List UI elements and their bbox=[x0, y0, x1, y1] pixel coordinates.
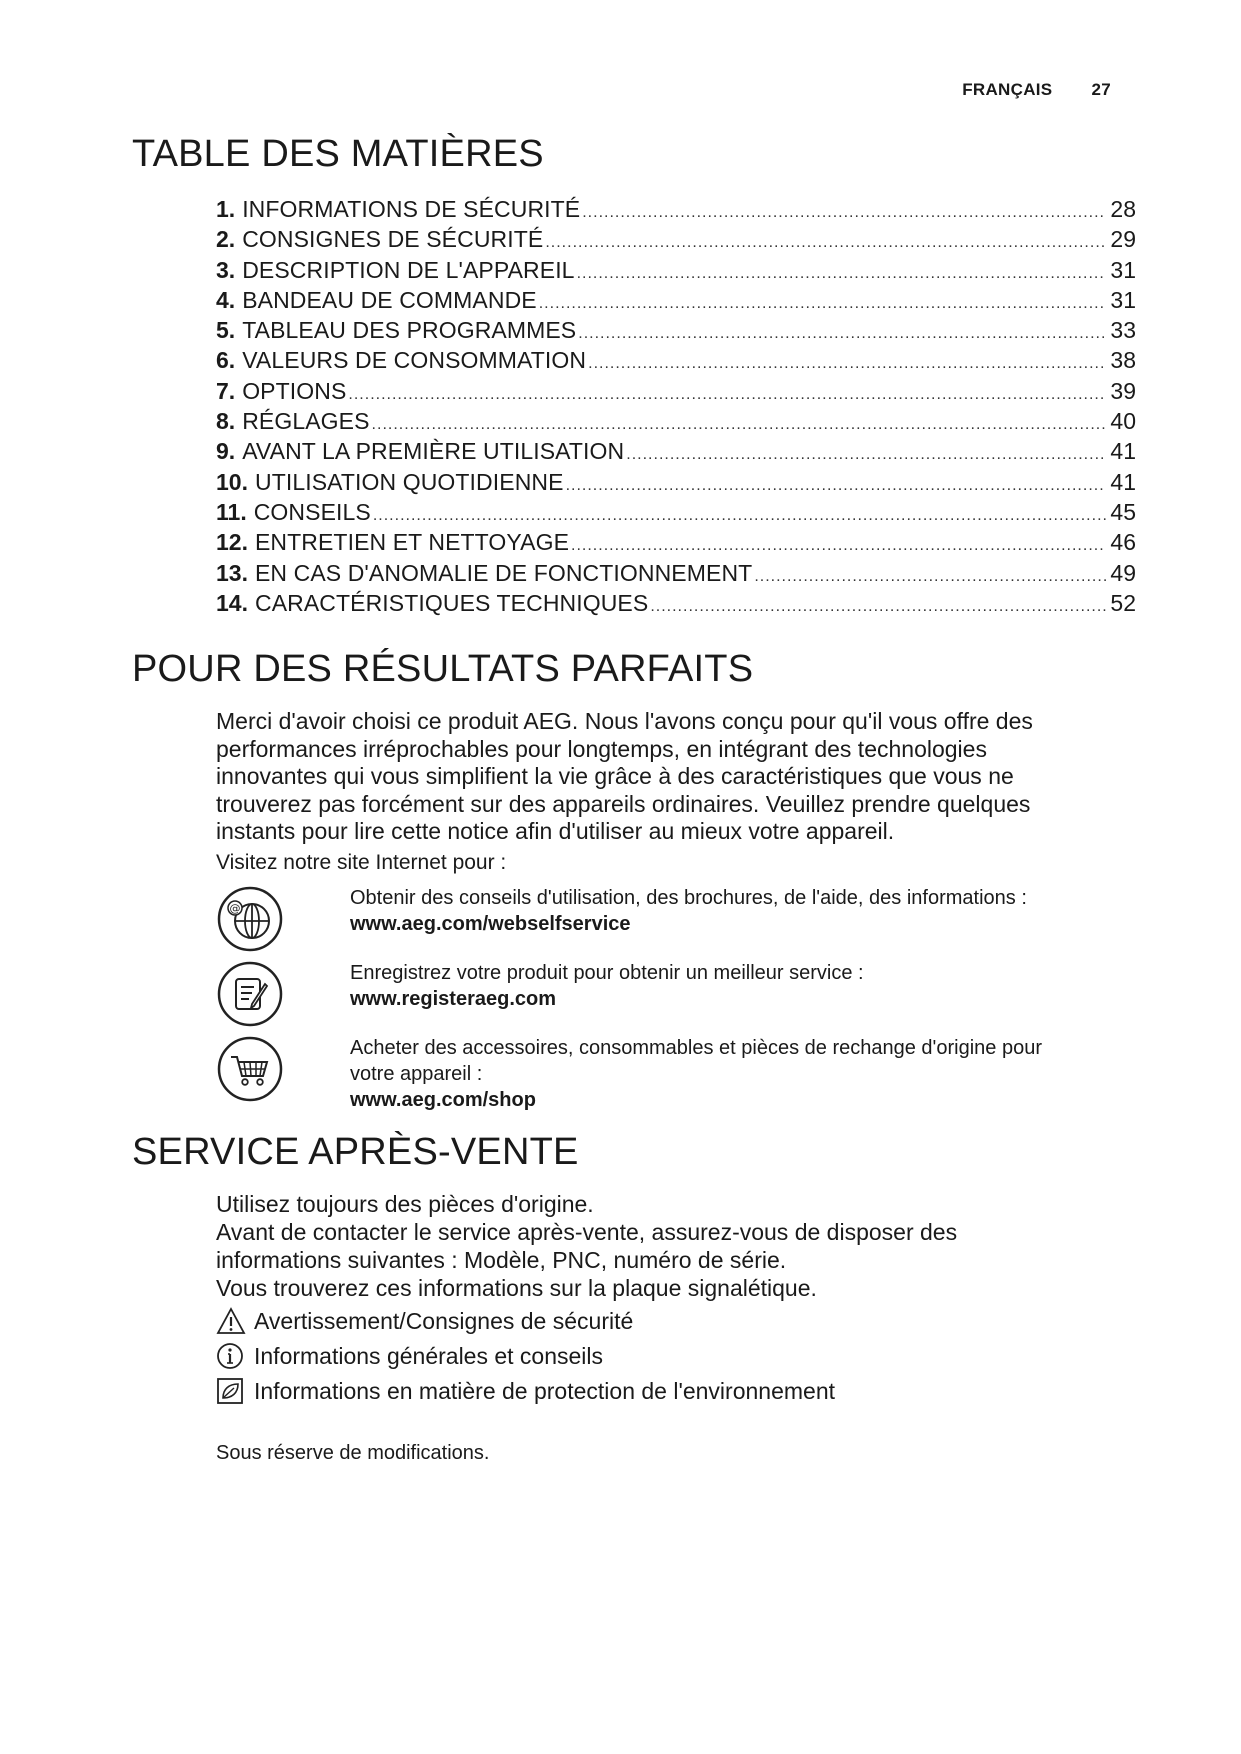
results-heading: POUR DES RÉSULTATS PARFAITS bbox=[132, 648, 754, 690]
toc-item-number: 3. bbox=[216, 256, 236, 283]
toc-item[interactable] bbox=[216, 347, 1136, 377]
page-number: 27 bbox=[1091, 80, 1111, 99]
service-heading: SERVICE APRÈS-VENTE bbox=[132, 1131, 579, 1173]
intro-paragraph bbox=[216, 708, 1136, 846]
legend-item-environment bbox=[216, 1374, 1136, 1408]
toc-item[interactable] bbox=[216, 317, 1136, 347]
toc-item-number: 4. bbox=[216, 286, 236, 313]
service-description: Acheter des accessoires, consommables et pièces de rechange d'origine pour bbox=[350, 1037, 1042, 1059]
toc-item[interactable] bbox=[216, 499, 1136, 529]
service-line: Vous trouverez ces informations sur la plaque signalétique. bbox=[216, 1275, 817, 1301]
toc-leader-dots bbox=[754, 568, 1106, 586]
toc-item[interactable] bbox=[216, 287, 1136, 317]
visit-text: Visitez notre site Internet pour : bbox=[216, 851, 507, 874]
legend-label: Informations générales et conseils bbox=[254, 1342, 604, 1369]
toc-leader-dots bbox=[372, 416, 1106, 434]
toc-item-title: EN CAS D'ANOMALIE DE FONCTIONNEMENT bbox=[254, 559, 753, 586]
intro-line: Merci d'avoir choisi ce produit AEG. Nous l'avons conçu pour qu'il vous offre des bbox=[216, 708, 1033, 734]
service-description: Enregistrez votre produit pour obtenir un meilleur service : bbox=[350, 962, 864, 984]
toc-leader-dots bbox=[348, 386, 1106, 404]
toc-item-number: 11. bbox=[216, 498, 247, 525]
toc-item-page: 39 bbox=[1110, 377, 1136, 404]
toc-leader-dots bbox=[571, 537, 1106, 555]
toc-item-page: 49 bbox=[1110, 559, 1136, 586]
legend-item-warning bbox=[216, 1304, 1136, 1338]
toc-item-page: 41 bbox=[1110, 438, 1136, 465]
toc-item-title: BANDEAU DE COMMANDE bbox=[242, 286, 537, 313]
toc-item-page: 28 bbox=[1110, 196, 1136, 222]
service-line: Avant de contacter le service après-vente, assurez-vous de disposer des bbox=[216, 1219, 958, 1245]
toc-item-title: UTILISATION QUOTIDIENNE bbox=[254, 468, 564, 495]
toc-item[interactable] bbox=[216, 529, 1136, 559]
footnote: Sous réserve de modifications. bbox=[216, 1442, 490, 1464]
toc-item-title: OPTIONS bbox=[242, 377, 347, 404]
toc-item-title: DESCRIPTION DE L'APPAREIL bbox=[242, 256, 575, 283]
toc-item-number: 7. bbox=[216, 377, 236, 404]
toc-item-number: 10. bbox=[216, 468, 248, 495]
service-paragraph bbox=[216, 1190, 1136, 1302]
toc-item-number: 8. bbox=[216, 408, 236, 435]
toc-leader-dots bbox=[650, 598, 1106, 616]
toc-item-title: TABLEAU DES PROGRAMMES bbox=[242, 317, 577, 344]
legend-item-info bbox=[216, 1339, 1136, 1373]
toc-item-number: 13. bbox=[216, 559, 248, 586]
toc-leader-dots bbox=[539, 295, 1106, 313]
service-line: Utilisez toujours des pièces d'origine. bbox=[216, 1191, 594, 1217]
toc-item-number: 14. bbox=[216, 589, 248, 616]
warning-icon bbox=[216, 1307, 246, 1335]
toc-item-number: 1. bbox=[216, 196, 236, 222]
toc-item[interactable] bbox=[216, 196, 1136, 226]
toc-leader-dots bbox=[577, 265, 1106, 283]
toc-heading: TABLE DES MATIÈRES bbox=[132, 133, 544, 175]
toc-item[interactable] bbox=[216, 226, 1136, 256]
toc-leader-dots bbox=[626, 446, 1106, 464]
toc-item-title: RÉGLAGES bbox=[242, 408, 370, 435]
toc-item-page: 31 bbox=[1110, 256, 1136, 283]
intro-line: instants pour lire cette notice afin d'utiliser au mieux votre appareil. bbox=[216, 818, 895, 844]
intro-line: trouverez pas forcément sur des appareils ordinaires. Veuillez prendre quelques bbox=[216, 790, 1031, 817]
toc-item-page: 41 bbox=[1110, 468, 1136, 495]
toc-item-page: 31 bbox=[1110, 286, 1136, 313]
toc-item-title: CONSEILS bbox=[253, 498, 371, 525]
toc-item-page: 38 bbox=[1110, 347, 1136, 374]
table-of-contents bbox=[216, 196, 1136, 620]
toc-item-page: 45 bbox=[1110, 498, 1136, 525]
toc-item-page: 46 bbox=[1110, 529, 1136, 556]
page-header bbox=[962, 80, 1111, 100]
toc-item-title: CARACTÉRISTIQUES TECHNIQUES bbox=[254, 589, 649, 616]
register-link[interactable]: www.registeraeg.com bbox=[350, 988, 556, 1010]
legend-label: Avertissement/Consignes de sécurité bbox=[254, 1307, 634, 1334]
environment-icon bbox=[216, 1377, 246, 1405]
toc-item[interactable] bbox=[216, 560, 1136, 590]
info-icon bbox=[216, 1342, 246, 1370]
toc-item[interactable] bbox=[216, 408, 1136, 438]
cart-icon bbox=[216, 1035, 284, 1103]
toc-item-number: 12. bbox=[216, 529, 248, 556]
toc-leader-dots bbox=[582, 204, 1106, 222]
toc-item-page: 40 bbox=[1110, 408, 1136, 435]
globe-icon bbox=[216, 885, 284, 953]
intro-line: innovantes qui vous simplifient la vie grâce à des caractéristiques que vous ne bbox=[216, 763, 1014, 789]
toc-item[interactable] bbox=[216, 469, 1136, 499]
toc-item-title: CONSIGNES DE SÉCURITÉ bbox=[242, 226, 544, 253]
service-description: Obtenir des conseils d'utilisation, des brochures, de l'aide, des informations : bbox=[350, 887, 1027, 909]
toc-item-number: 5. bbox=[216, 317, 236, 344]
toc-item[interactable] bbox=[216, 590, 1136, 620]
toc-item-title: VALEURS DE CONSOMMATION bbox=[242, 347, 587, 374]
toc-leader-dots bbox=[545, 234, 1106, 252]
legend-label: Informations en matière de protection de l'environnement bbox=[254, 1377, 835, 1404]
toc-leader-dots bbox=[588, 355, 1106, 373]
register-icon bbox=[216, 960, 284, 1028]
toc-leader-dots bbox=[566, 477, 1106, 495]
svg-text:@: @ bbox=[229, 902, 241, 915]
toc-item-page: 29 bbox=[1110, 226, 1136, 253]
service-line: informations suivantes : Modèle, PNC, numéro de série. bbox=[216, 1247, 787, 1273]
intro-line: performances irréprochables pour longtemps, en intégrant des technologies bbox=[216, 735, 987, 762]
shop-link[interactable]: www.aeg.com/shop bbox=[350, 1089, 536, 1111]
toc-item-title: ENTRETIEN ET NETTOYAGE bbox=[254, 529, 570, 556]
toc-item-page: 33 bbox=[1110, 317, 1136, 344]
toc-item[interactable] bbox=[216, 257, 1136, 287]
header-language: FRANÇAIS bbox=[962, 80, 1053, 99]
webselfservice-link[interactable]: www.aeg.com/webselfservice bbox=[350, 913, 631, 935]
toc-leader-dots bbox=[578, 325, 1106, 343]
toc-item-title: INFORMATIONS DE SÉCURITÉ bbox=[242, 196, 581, 222]
toc-item-title: AVANT LA PREMIÈRE UTILISATION bbox=[242, 438, 625, 465]
toc-item-number: 9. bbox=[216, 438, 236, 465]
service-description: votre appareil : bbox=[350, 1063, 483, 1085]
toc-item-page: 52 bbox=[1110, 589, 1136, 616]
toc-leader-dots bbox=[373, 507, 1106, 525]
toc-item[interactable] bbox=[216, 438, 1136, 468]
toc-item-number: 6. bbox=[216, 347, 236, 374]
toc-item-number: 2. bbox=[216, 226, 236, 253]
toc-item[interactable] bbox=[216, 378, 1136, 408]
